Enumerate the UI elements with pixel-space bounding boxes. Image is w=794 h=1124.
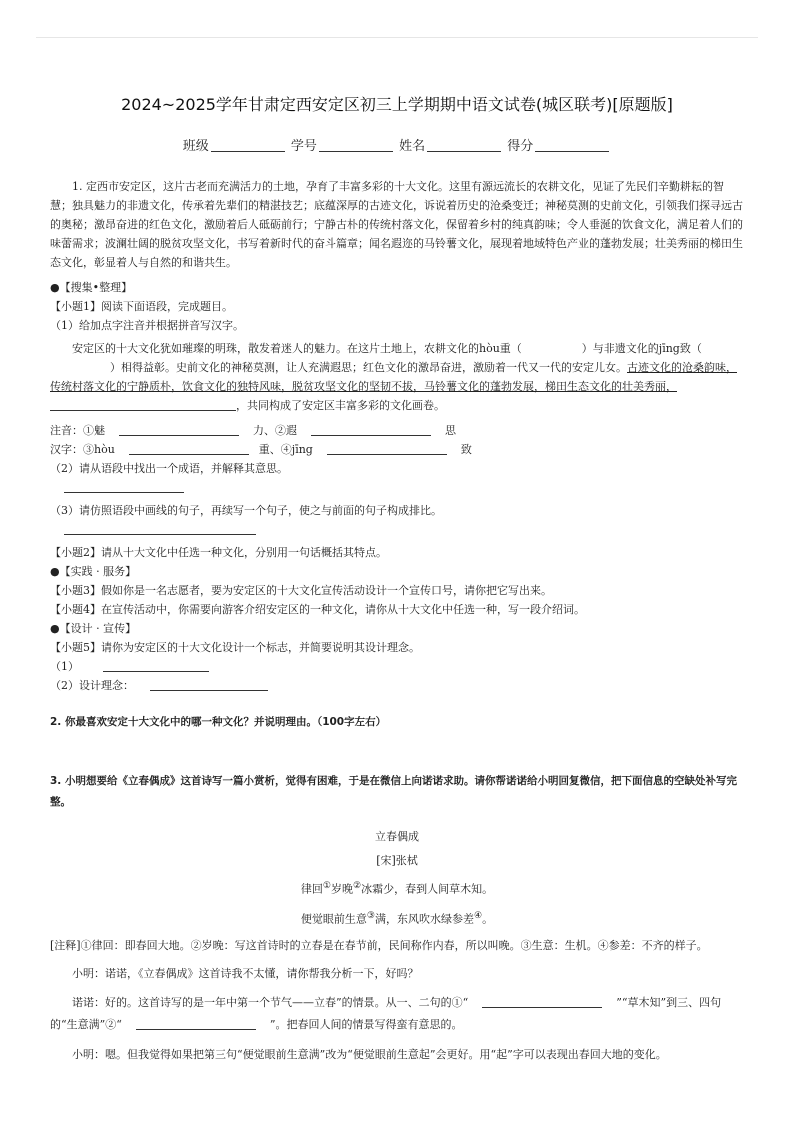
subquestion-5-1: （1） bbox=[50, 660, 79, 673]
poem-title: 立春偶成 bbox=[375, 830, 419, 843]
zhuyin-blank-1[interactable] bbox=[119, 423, 239, 436]
dialog-nuonuo-c: ”。把春回人间的情景写得蛮有意思的。 bbox=[269, 1018, 463, 1032]
subquestion-1-2: （2）请从语段中找出一个成语，并解释其意思。 bbox=[50, 462, 288, 475]
score-field[interactable] bbox=[535, 139, 609, 152]
passage-end: ，共同构成了安定区丰富多彩的文化画卷。 bbox=[236, 399, 445, 412]
question-2-text: 2. 你最喜欢安定十大文化中的哪一种文化？并说明理由。（100字左右） bbox=[50, 716, 387, 728]
subquestion-1: 【小题1】阅读下面语段，完成题目。 bbox=[50, 300, 233, 313]
page-title: 2024~2025学年甘肃定西安定区初三上学期期中语文试卷(城区联考)[原题版] bbox=[121, 95, 673, 114]
student-id-field[interactable] bbox=[319, 139, 393, 152]
note-mark-2: ② bbox=[353, 881, 362, 891]
poem-answer-blank-2[interactable] bbox=[136, 1017, 256, 1030]
note-mark-4: ④ bbox=[474, 910, 483, 921]
subquestion-5-1-row bbox=[50, 657, 744, 676]
subquestion-5-2: （2）设计理念： bbox=[50, 679, 134, 692]
dialog-xiaoming-2: 小明：嗯。但我觉得如果把第三句“便觉眼前生意满”改为“便觉眼前生意起”会更好。用“起”字可以表现出春回大地的变化。 bbox=[72, 1048, 667, 1062]
section-collect: ●【搜集•整理】 bbox=[50, 281, 133, 294]
poem-line-1-a: 律回 bbox=[300, 882, 323, 896]
underlined-sentence: 古迹文化的沧桑韵味，传统村落文化的宁静质朴，饮食文化的独特风味，脱贫攻坚文化的坚韧不拔，马铃薯文化的蓬勃发展，梯田生态文化的壮美秀丽， bbox=[50, 361, 737, 393]
question-3 bbox=[50, 771, 744, 1066]
hanzi-item-end: 致 bbox=[460, 443, 472, 456]
poem-line-2-b: 满，东风吹水绿参差 bbox=[375, 912, 474, 926]
zhuyin-blank-2[interactable] bbox=[311, 423, 431, 436]
subquestion-3: 【小题3】假如你是一名志愿者，要为安定区的十大文化宣传活动设计一个宣传口号，请你把它写出来。 bbox=[50, 584, 552, 597]
passage-part-a: 安定区的十大文化犹如璀璨的明珠，散发着迷人的魅力。在这片土地上，农耕文化的hòu重（ bbox=[72, 342, 522, 355]
dialog-nuonuo-b: ”“草木知”到三、四句的“生意满”②“ bbox=[50, 996, 722, 1032]
subquestion-4: 【小题4】在宣传活动中，你需要向游客介绍安定区的一种文化，请你从十大文化中任选一种，写一段介绍词。 bbox=[50, 603, 585, 616]
zhuyin-row bbox=[50, 421, 744, 440]
student-info-row bbox=[50, 135, 744, 154]
name-label: 姓名 bbox=[399, 139, 426, 154]
name-field[interactable] bbox=[427, 139, 501, 152]
answer-line-1-3 bbox=[50, 520, 744, 539]
zhuyin-item-end: 思 bbox=[445, 424, 456, 437]
section-practice: ●【实践 · 服务】 bbox=[50, 565, 137, 578]
poem-line-2-a: 便觉眼前生意 bbox=[300, 912, 367, 926]
subquestion-1-3: （3）请仿照语段中画线的句子，再续写一个句子，使之与前面的句子构成排比。 bbox=[50, 504, 442, 517]
hanzi-blank-2[interactable] bbox=[327, 442, 447, 455]
dialog-nuonuo bbox=[50, 992, 744, 1036]
hanzi-item-2: 重、④jīng bbox=[258, 443, 313, 456]
section-design: ●【设计 · 宣传】 bbox=[50, 622, 137, 635]
class-field[interactable] bbox=[211, 139, 285, 152]
dialog-nuonuo-a: 诺诺：好的。这首诗写的是一年中第一个节气——立春”的情景。从一、二句的①“ bbox=[72, 996, 469, 1010]
answer-line-1-2 bbox=[50, 478, 744, 497]
score-label: 得分 bbox=[507, 139, 534, 154]
passage-part-b: ）与非遗文化的jīng致（ bbox=[581, 342, 702, 355]
header-rule bbox=[36, 37, 758, 38]
zhuyin-item-2: 力、②遐 bbox=[253, 424, 297, 437]
poem-author: [宋]张栻 bbox=[376, 854, 418, 867]
question-2 bbox=[50, 713, 744, 732]
concept-answer-blank[interactable] bbox=[150, 678, 268, 691]
class-label: 班级 bbox=[182, 139, 209, 154]
passage-part-c: ）相得益彰。史前文化的神秘莫测，让人充满遐思；红色文化的激昂奋进，激励着一代又一代的安定儿女。 bbox=[110, 361, 627, 374]
subquestion-5-2-row bbox=[50, 676, 744, 695]
zhuyin-label: 注音： bbox=[50, 424, 83, 437]
hanzi-row bbox=[50, 440, 744, 459]
hanzi-label: 汉字： bbox=[50, 443, 83, 456]
note-mark-3: ③ bbox=[366, 910, 375, 921]
poem-line-1-b: 岁晚 bbox=[331, 882, 353, 896]
poem-line-2-c: 。 bbox=[482, 912, 494, 926]
answer-blank-1-2[interactable] bbox=[64, 480, 184, 493]
question-3-text: 3. 小明想要给《立春偶成》这首诗写一篇小赏析，觉得有困难，于是在微信上向诺诺求助。请你帮诺诺给小明回复微信，把下面信息的空缺处补写完整。 bbox=[50, 775, 737, 808]
hanzi-item-1: ③hòu bbox=[83, 443, 115, 456]
poem-line-1 bbox=[50, 873, 744, 903]
logo-answer-blank[interactable] bbox=[103, 659, 209, 672]
answer-blank-1-3[interactable] bbox=[64, 522, 256, 535]
question-1 bbox=[50, 177, 744, 695]
passage bbox=[50, 339, 744, 415]
poem-line-2 bbox=[50, 903, 744, 933]
question-1-intro: 1. 定西市安定区，这片古老而充满活力的土地，孕育了丰富多彩的十大文化。这里有源远流长的农耕文化，见证了先民们辛勤耕耘的智慧；独具魅力的非遗文化，传承着先辈们的精湛技艺；底蕴深厚的古迹文化，诉说着历史的沧桑变迁；神秘莫测的史前文化，引领我们探寻远古的奥秘；激昂奋进的红色文化，激励着后人砥砺前行；宁静古朴的传统村落文化，保留着乡村的纯真韵味；令人垂涎的饮食文化，满足着人们的味蕾需求；波澜壮阔的脱贫攻坚文化，书写着新时代的奋斗篇章；闻名遐迩的马铃薯文化，展现着地域特色产业的蓬勃发展；壮美秀丽的梯田生态文化，彰显着人与自然的和谐共生。 bbox=[50, 180, 743, 269]
poem-notes: [注释]①律回：即春回大地。②岁晚：写这首诗时的立春是在春节前，民间称作内春，所以叫晚。③生意：生机。④参差：不齐的样子。 bbox=[50, 939, 708, 953]
continuation-blank[interactable] bbox=[50, 398, 236, 411]
subquestion-2: 【小题2】请从十大文化中任选一种文化，分别用一句话概括其特点。 bbox=[50, 546, 387, 559]
poem-line-1-c: 冰霜少，春到人间草木知。 bbox=[361, 882, 494, 896]
subquestion-1-1: （1）给加点字注音并根据拼音写汉字。 bbox=[50, 319, 244, 332]
student-id-label: 学号 bbox=[290, 139, 317, 154]
subquestion-5: 【小题5】请你为安定区的十大文化设计一个标志，并简要说明其设计理念。 bbox=[50, 641, 420, 654]
hanzi-blank-1[interactable] bbox=[129, 442, 249, 455]
poem-answer-blank-1[interactable] bbox=[482, 995, 602, 1008]
zhuyin-item-1: ①魅 bbox=[83, 424, 105, 437]
dialog-xiaoming-1: 小明：诺诺，《立春偶成》这首诗我不太懂，请你帮我分析一下，好吗？ bbox=[72, 967, 419, 981]
note-mark-1: ① bbox=[322, 881, 331, 891]
